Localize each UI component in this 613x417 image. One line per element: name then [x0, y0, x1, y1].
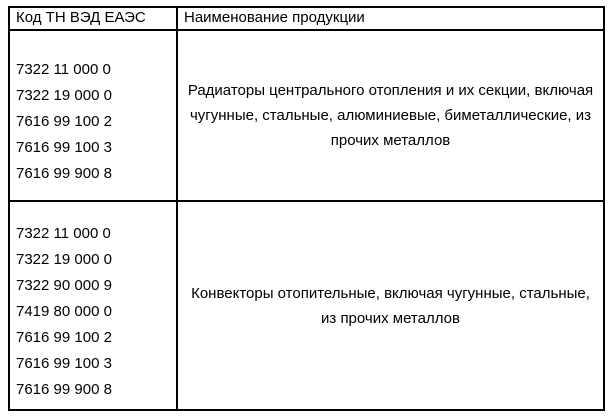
tnved-code: 7616 99 900 8: [16, 165, 112, 182]
tnved-code: 7616 99 100 3: [16, 355, 112, 372]
product-name-cell: [177, 30, 604, 201]
column-header-product-name: Наименование продукции: [177, 7, 604, 30]
product-name: Конвекторы отопительные, включая чугунные, стальные, из прочих металлов: [191, 284, 590, 327]
tnved-codes-table: [8, 6, 605, 411]
product-name-cell: [177, 201, 604, 410]
tnved-code: 7322 11 000 0: [16, 61, 111, 78]
table-row-convectors: [9, 201, 604, 410]
tnved-code: 7616 99 100 3: [16, 139, 112, 156]
codes-cell: [9, 201, 177, 410]
column-header-code: Код ТН ВЭД ЕАЭС: [9, 7, 177, 30]
tnved-code: 7322 19 000 0: [16, 87, 112, 104]
table-row-radiators: [9, 30, 604, 201]
tnved-code: 7419 80 000 0: [16, 303, 112, 320]
codes-cell: [9, 30, 177, 201]
tnved-code: 7616 99 100 2: [16, 329, 112, 346]
tnved-code: 7616 99 100 2: [16, 113, 112, 130]
tnved-code: 7322 11 000 0: [16, 225, 111, 242]
tnved-code: 7322 19 000 0: [16, 251, 112, 268]
table-header-row: [9, 7, 604, 30]
product-name: Радиаторы центрального отопления и их секции, включая чугунные, стальные, алюминиевые, биметаллические, из прочих металлов: [187, 82, 594, 149]
tnved-code: 7616 99 900 8: [16, 381, 112, 398]
tnved-code: 7322 90 000 9: [16, 277, 112, 294]
